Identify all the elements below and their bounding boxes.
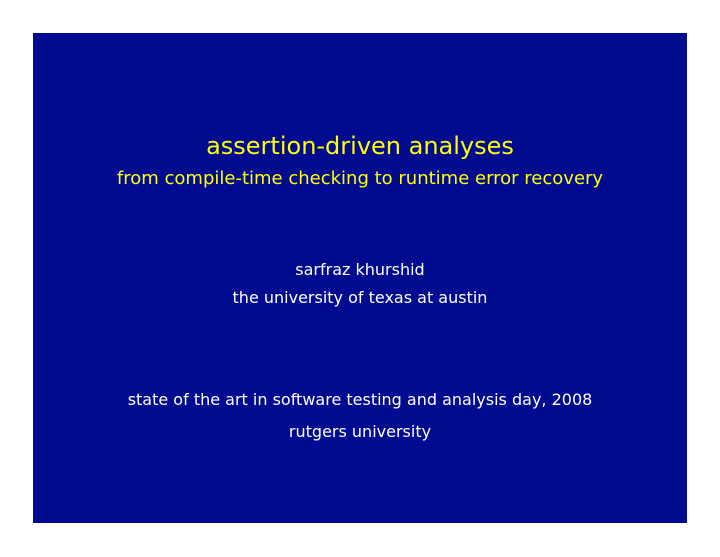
title-slide (33, 33, 687, 523)
event-name: state of the art in software testing and analysis day, 2008 (127, 390, 593, 409)
author-name: sarfraz khurshid (295, 260, 425, 279)
slide-subtitle: from compile-time checking to runtime error recovery (116, 168, 604, 189)
author-affiliation: the university of texas at austin (232, 288, 488, 307)
event-venue: rutgers university (288, 422, 432, 441)
slide-title: assertion-driven analyses (206, 132, 514, 160)
